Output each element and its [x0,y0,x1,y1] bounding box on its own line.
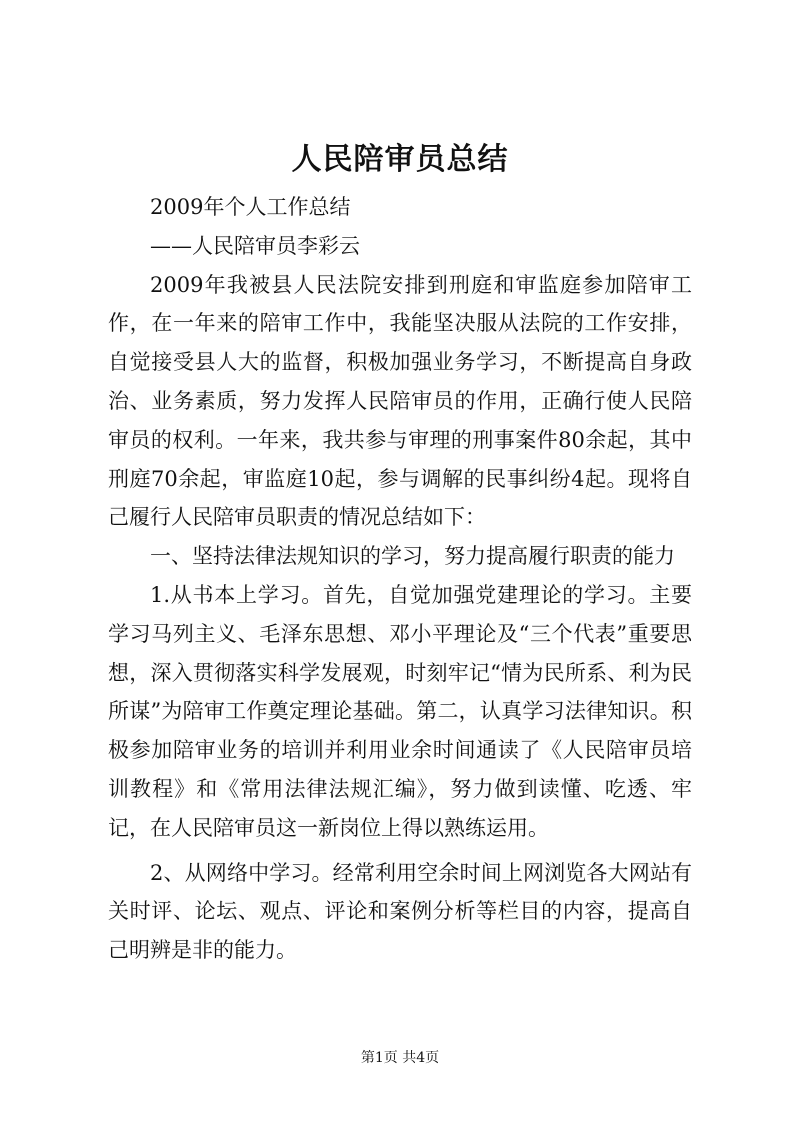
body-paragraph-network: 2、从网络中学习。经常利用空余时间上网浏览各大网站有关时评、论坛、观点、评论和案例分析等栏目的内容，提高自己明辨是非的能力。 [108,860,692,963]
body-paragraph-intro: 2009年我被县人民法院安排到刑庭和审监庭参加陪审工作，在一年来的陪审工作中，我能坚决服从法院的工作安排，自觉接受县人大的监督，积极加强业务学习，不断提高自身政治、业务素质，努力发挥人民陪审员的作用，正确行使人民陪审员的权利。一年来，我共参与审理的刑事案件80余起，其中刑庭70余起，审监庭10起，参与调解的民事纠纷4起。现将自己履行人民陪审员职责的情况总结如下： [108,272,692,530]
body-paragraph-books: 1.从书本上学习。首先，自觉加强党建理论的学习。主要学习马列主义、毛泽东思想、邓小平理论及“三个代表”重要思想，深入贯彻落实科学发展观，时刻牢记“情为民所系、利为民所谋”为陪审工作奠定理论基础。第二，认真学习法律知识。积极参加陪审业务的培训并利用业余时间通读了《人民陪审员培训教程》和《常用法律法规汇编》，努力做到读懂、吃透、牢记，在人民陪审员这一新岗位上得以熟练运用。 [108,582,692,840]
author-line: ——人民陪审员李彩云 [150,233,360,258]
section-heading: 一、坚持法律法规知识的学习，努力提高履行职责的能力 [150,544,675,569]
page-footer: 第1页 共4页 [360,1050,440,1066]
subtitle-line: 2009年个人工作总结 [150,195,351,219]
document-body [108,188,692,970]
document-title: 人民陪审员总结 [291,142,509,177]
